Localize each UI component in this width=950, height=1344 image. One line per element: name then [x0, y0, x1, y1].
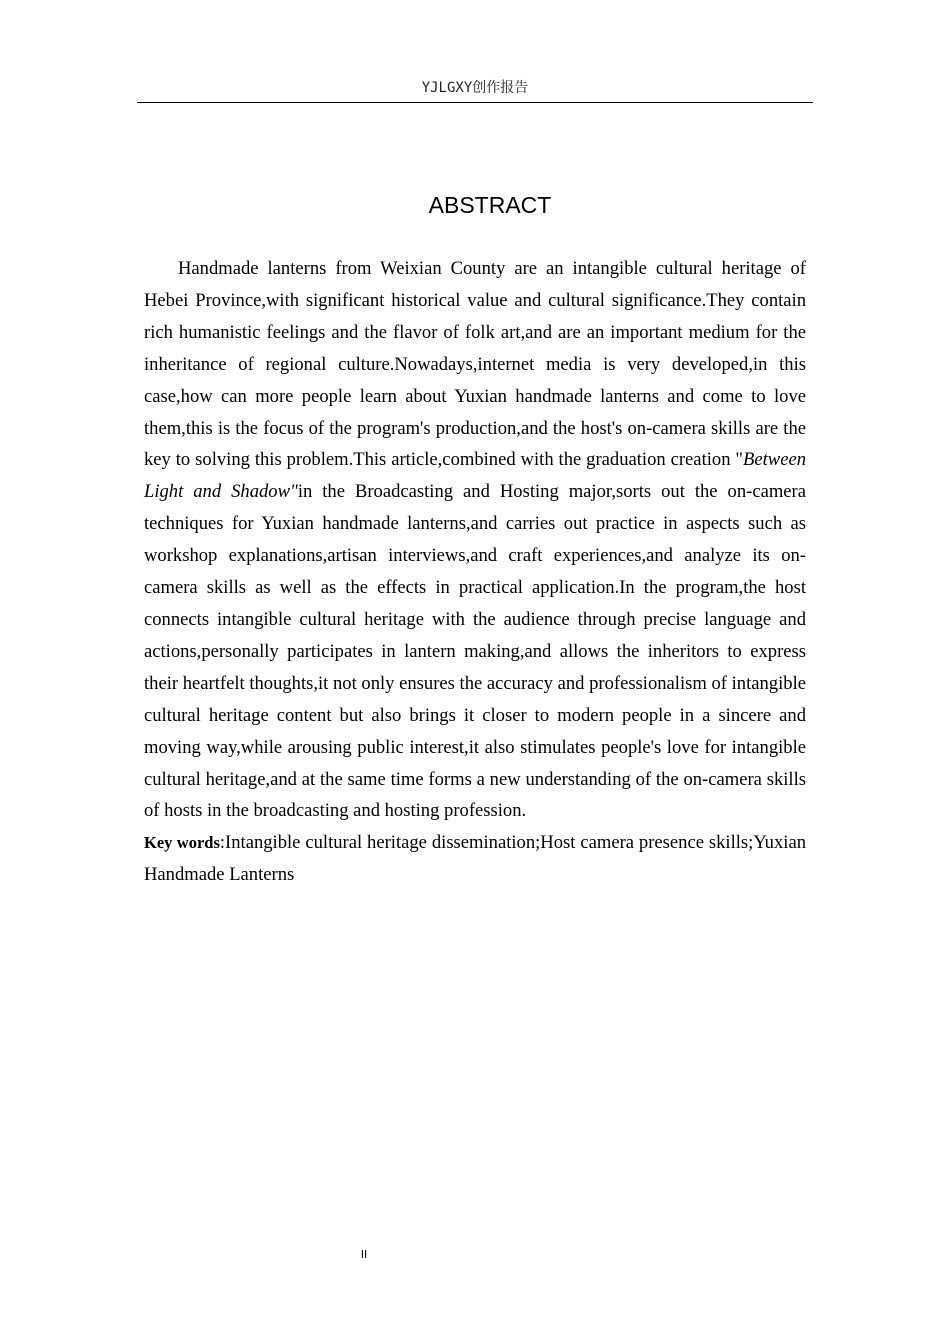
keywords-text: :Intangible cultural heritage dissemination;Host camera presence skills;Yuxian Handmade Lanterns [144, 832, 806, 886]
keywords-paragraph [144, 827, 806, 891]
page-number: II [360, 1248, 368, 1261]
abstract-paragraph [144, 253, 806, 827]
abstract-title: ABSTRACT [428, 192, 552, 218]
abstract-text-part2: in the Broadcasting and Hosting major,sorts out the on-camera techniques for Yuxian handmade lanterns,and carries out practice in aspects such as workshop explanations,artisan interviews,and craft experiences,and analyze its on-camera skills as well as the effects in practical application.In the program,the host connects intangible cultural heritage with the audience through precise language and actions,personally participates in lantern making,and allows the inheritors to express their heartfelt thoughts,it not only ensures the accuracy and professionalism of intangible cultural heritage content but also brings it closer to modern people in a sincere and moving way,while arousing public interest,it also stimulates people's love for intangible cultural heritage,and at the same time forms a new understanding of the on-camera skills of hosts in the broadcasting and hosting profession. [144, 481, 806, 822]
abstract-text-part1: Handmade lanterns from Weixian County are an intangible cultural heritage of Hebei Province,with significant historical value and cultural significance.They contain rich humanistic feelings and the flavor of folk art,and are an important medium for the inheritance of regional culture.Nowadays,internet media is very developed,in this case,how can more people learn about Yuxian handmade lanterns and come to love them,this is the focus of the program's production,and the host's on-camera skills are the key to solving this problem.This article,combined with the graduation creation " [144, 258, 806, 471]
abstract-body [144, 253, 806, 891]
header-rule [137, 102, 813, 103]
keywords-label: Key words [144, 833, 220, 853]
creation-title: Between Light and Shadow" [144, 449, 806, 503]
running-header: YJLGXY创作报告 [421, 80, 529, 96]
